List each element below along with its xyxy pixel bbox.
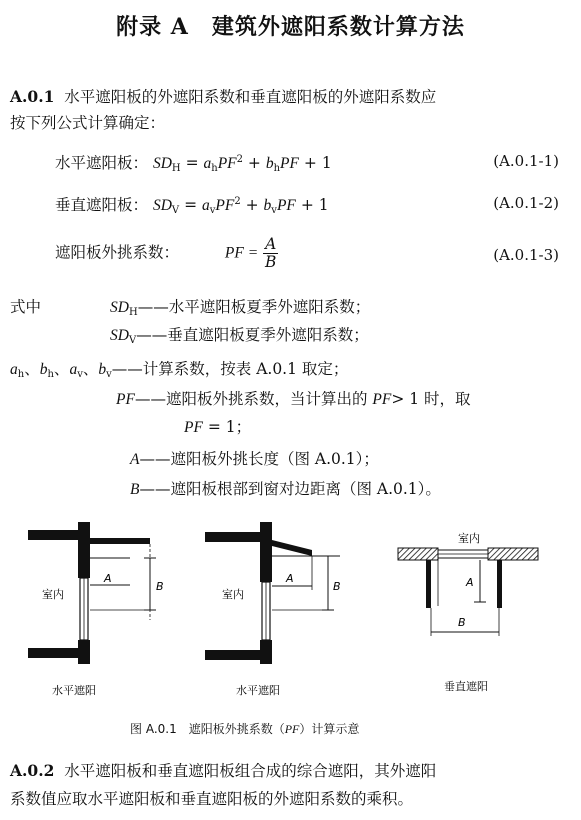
def-text: ——垂直遮阳板夏季外遮阳系数；	[136, 326, 369, 344]
upper-slab	[28, 530, 78, 540]
wall-left	[398, 548, 438, 560]
def-text: ——遮阳板根部到窗对边距离（图 A.0.1）。	[139, 480, 441, 498]
symbol-pf: PF	[184, 419, 203, 436]
room-label: 室内	[42, 588, 64, 601]
symbol-sub: v	[209, 205, 216, 216]
symbol-pf: PF =	[224, 244, 259, 262]
wall-upper	[260, 522, 272, 582]
room-label: 室内	[222, 588, 244, 601]
def-text: = 1；	[207, 418, 252, 436]
wall-right	[488, 548, 538, 560]
appendix-title: 附录 A 建筑外遮阳系数计算方法	[116, 14, 465, 40]
clause-a01-line2: 按下列公式计算确定：	[10, 114, 166, 132]
fin-left	[426, 560, 431, 608]
caption-text: ）计算示意	[299, 722, 360, 736]
wall-upper	[78, 522, 90, 578]
caption-symbol: PF	[284, 722, 300, 736]
symbol-pf: PF	[372, 391, 392, 408]
wall-lower	[78, 640, 90, 664]
diagram-label: 水平遮阳	[236, 684, 280, 697]
def-b	[130, 478, 441, 501]
equation-number: (A.0.1-3)	[493, 246, 559, 264]
formula-label: 垂直遮阳板：	[55, 196, 149, 214]
where-label: 式中	[10, 298, 42, 316]
diagram-horizontal-2	[205, 522, 341, 697]
symbol-a-dim: A	[130, 451, 140, 468]
dim-b-label: B	[156, 580, 164, 593]
figure-a01	[0, 510, 581, 710]
diagram-horizontal-1	[28, 522, 164, 697]
shading-board	[90, 538, 150, 544]
caption-text: 图 A.0.1 遮阳板外挑系数（	[130, 722, 285, 736]
def-pf: PF——遮阳板外挑系数，当计算出的 PF> 1 时，取	[116, 390, 471, 408]
clause-number: A.0.1	[10, 87, 55, 106]
symbol-sub: V	[171, 205, 180, 216]
figure-caption	[130, 720, 359, 737]
clause-a02-line2: 系数值应取水平遮阳板和垂直遮阳板的外遮阳系数的乘积。	[10, 790, 414, 808]
symbol-a: a	[201, 197, 210, 214]
equation-number: (A.0.1-1)	[493, 152, 559, 170]
diagram-label: 水平遮阳	[52, 684, 96, 697]
symbol-b: b	[265, 155, 274, 172]
def-a	[130, 448, 379, 471]
room-label: 室内	[458, 532, 480, 545]
formula-horizontal: 水平遮阳板： $SD_H = a_hPF^2 + b_hPF + 1$	[55, 153, 332, 174]
symbol-sub: H	[171, 163, 181, 174]
shading-board	[272, 540, 312, 556]
wall-lower	[260, 640, 272, 664]
fraction-denominator: B	[265, 253, 277, 271]
def-text: ——计算系数，按表 A.0.1 取定；	[111, 360, 349, 378]
dim-a-label: A	[104, 572, 112, 585]
dim-a-label: A	[286, 572, 294, 585]
upper-slab	[205, 532, 260, 542]
clause-a02-line1	[10, 760, 436, 782]
diagram-label: 垂直遮阳	[444, 680, 488, 693]
dim-a-label: A	[466, 576, 474, 589]
symbol-b: b	[263, 197, 272, 214]
symbol-sd: SD	[152, 197, 172, 214]
formula-pf	[55, 236, 278, 271]
diagram-vertical	[398, 531, 538, 693]
symbol-sub: v	[271, 205, 277, 216]
def-coef: $a_h$、$b_h$、$a_v$、$b_v——$计算系数，按表 A.0.1 取定；	[10, 360, 349, 380]
clause-a01-line1	[10, 86, 436, 108]
clause-number: A.0.2	[10, 761, 55, 780]
def-sdv: $SD_V——$垂直遮阳板夏季外遮阳系数；	[110, 326, 369, 346]
formula-vertical: 垂直遮阳板： $SD_V = a_vPF^2 + b_vPF + 1$	[55, 195, 329, 216]
def-text: ——遮阳板外挑长度（图 A.0.1）；	[139, 450, 379, 468]
formula-label: 遮阳板外挑系数：	[55, 243, 180, 262]
clause-text: 水平遮阳板和垂直遮阳板组合成的综合遮阳，其外遮阳	[64, 762, 437, 780]
equation-number: (A.0.1-2)	[493, 194, 559, 212]
def-text: ——水平遮阳板夏季外遮阳系数；	[137, 298, 371, 316]
dim-b-label: B	[458, 616, 466, 629]
def-text: > 1 时，取	[391, 390, 471, 408]
dim-b-label: B	[333, 580, 341, 593]
clause-text: 水平遮阳板的外遮阳系数和垂直遮阳板的外遮阳系数应	[64, 88, 437, 106]
formula-label: 水平遮阳板：	[55, 154, 149, 172]
lower-slab	[205, 650, 260, 660]
fin-right	[497, 560, 502, 608]
lower-slab	[28, 648, 78, 658]
def-text: ——遮阳板外挑系数，当计算出的	[134, 390, 368, 408]
symbol-sub: h	[273, 163, 281, 174]
fraction	[263, 236, 278, 271]
def-sdh: $SD_H——$水平遮阳板夏季外遮阳系数；	[110, 298, 371, 318]
symbol-sub: h	[211, 163, 218, 174]
def-pf-cont	[184, 416, 251, 439]
symbol-a: a	[203, 155, 212, 172]
fraction-numerator: A	[265, 235, 277, 253]
symbol-sd: SD	[152, 155, 172, 172]
symbol-b-dim: B	[130, 481, 140, 498]
